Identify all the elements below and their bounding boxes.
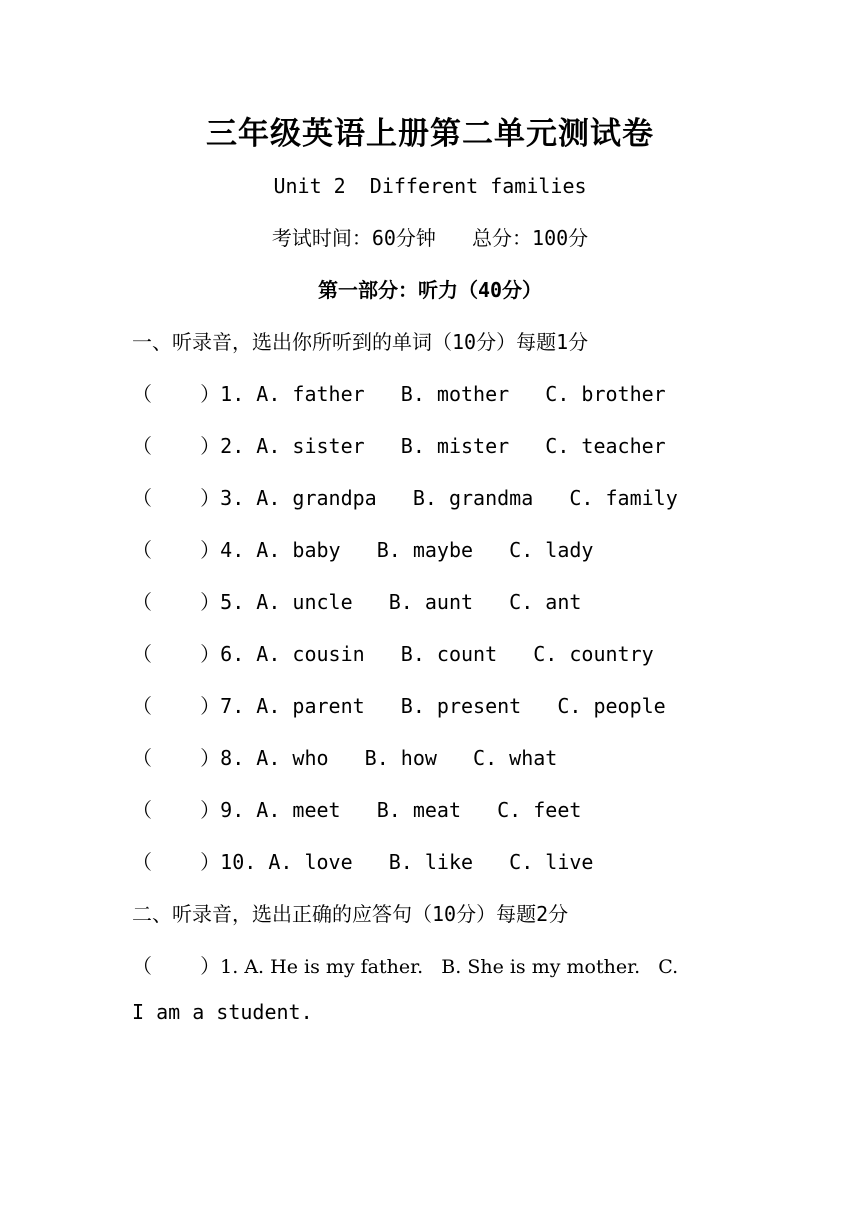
question-text: 1. A. father B. mother C. brother bbox=[220, 382, 666, 406]
question-text: 6. A. cousin B. count C. country bbox=[220, 642, 654, 666]
question-text: 9. A. meet B. meat C. feet bbox=[220, 798, 582, 822]
question-text: 3. A. grandpa B. grandma C. family bbox=[220, 486, 678, 510]
question-text: 5. A. uncle B. aunt C. ant bbox=[220, 590, 582, 614]
question-text: 8. A. who B. how C. what bbox=[220, 746, 558, 770]
answer-bracket[interactable]: （ ） bbox=[132, 746, 221, 770]
question-row bbox=[132, 640, 654, 668]
answer-bracket[interactable]: （ ） bbox=[132, 694, 221, 718]
answer-bracket[interactable]: （ ） bbox=[132, 486, 221, 510]
answer-bracket[interactable]: （ ） bbox=[132, 538, 221, 562]
answer-bracket[interactable]: （ ） bbox=[132, 954, 221, 978]
answer-bracket[interactable]: （ ） bbox=[132, 642, 221, 666]
question-text-line2: I am a student. bbox=[132, 1000, 313, 1024]
question-row bbox=[132, 796, 581, 824]
question-row bbox=[132, 744, 557, 772]
question-row bbox=[132, 484, 678, 512]
section-one-heading: 一、听录音，选出你所听到的单词（10分）每题1分 bbox=[132, 330, 589, 354]
question-row bbox=[132, 380, 666, 408]
question-row bbox=[132, 536, 593, 564]
question-text: 10. A. love B. like C. live bbox=[220, 850, 594, 874]
answer-bracket[interactable]: （ ） bbox=[132, 382, 221, 406]
page-title: 三年级英语上册第二单元测试卷 bbox=[206, 116, 654, 152]
question-text: 2. A. sister B. mister C. teacher bbox=[220, 434, 666, 458]
question-text: 7. A. parent B. present C. people bbox=[220, 694, 666, 718]
question-text: 4. A. baby B. maybe C. lady bbox=[220, 538, 594, 562]
exam-info: 考试时间：60分钟 总分：100分 bbox=[271, 226, 589, 250]
answer-bracket[interactable]: （ ） bbox=[132, 590, 221, 614]
question-row bbox=[132, 432, 666, 460]
unit-subtitle: Unit 2 Different families bbox=[273, 174, 587, 198]
section-two-heading: 二、听录音，选出正确的应答句（10分）每题2分 bbox=[132, 902, 569, 926]
answer-bracket[interactable]: （ ） bbox=[132, 850, 221, 874]
part-one-title: 第一部分：听力（40分） bbox=[317, 278, 543, 302]
question-row bbox=[132, 692, 666, 720]
answer-bracket[interactable]: （ ） bbox=[132, 434, 221, 458]
answer-bracket[interactable]: （ ） bbox=[132, 798, 221, 822]
question-row bbox=[132, 952, 678, 981]
question-text-line1: 1. A. He is my father. B. She is my mother. C. bbox=[220, 956, 679, 978]
question-row bbox=[132, 588, 581, 616]
question-row bbox=[132, 848, 593, 876]
